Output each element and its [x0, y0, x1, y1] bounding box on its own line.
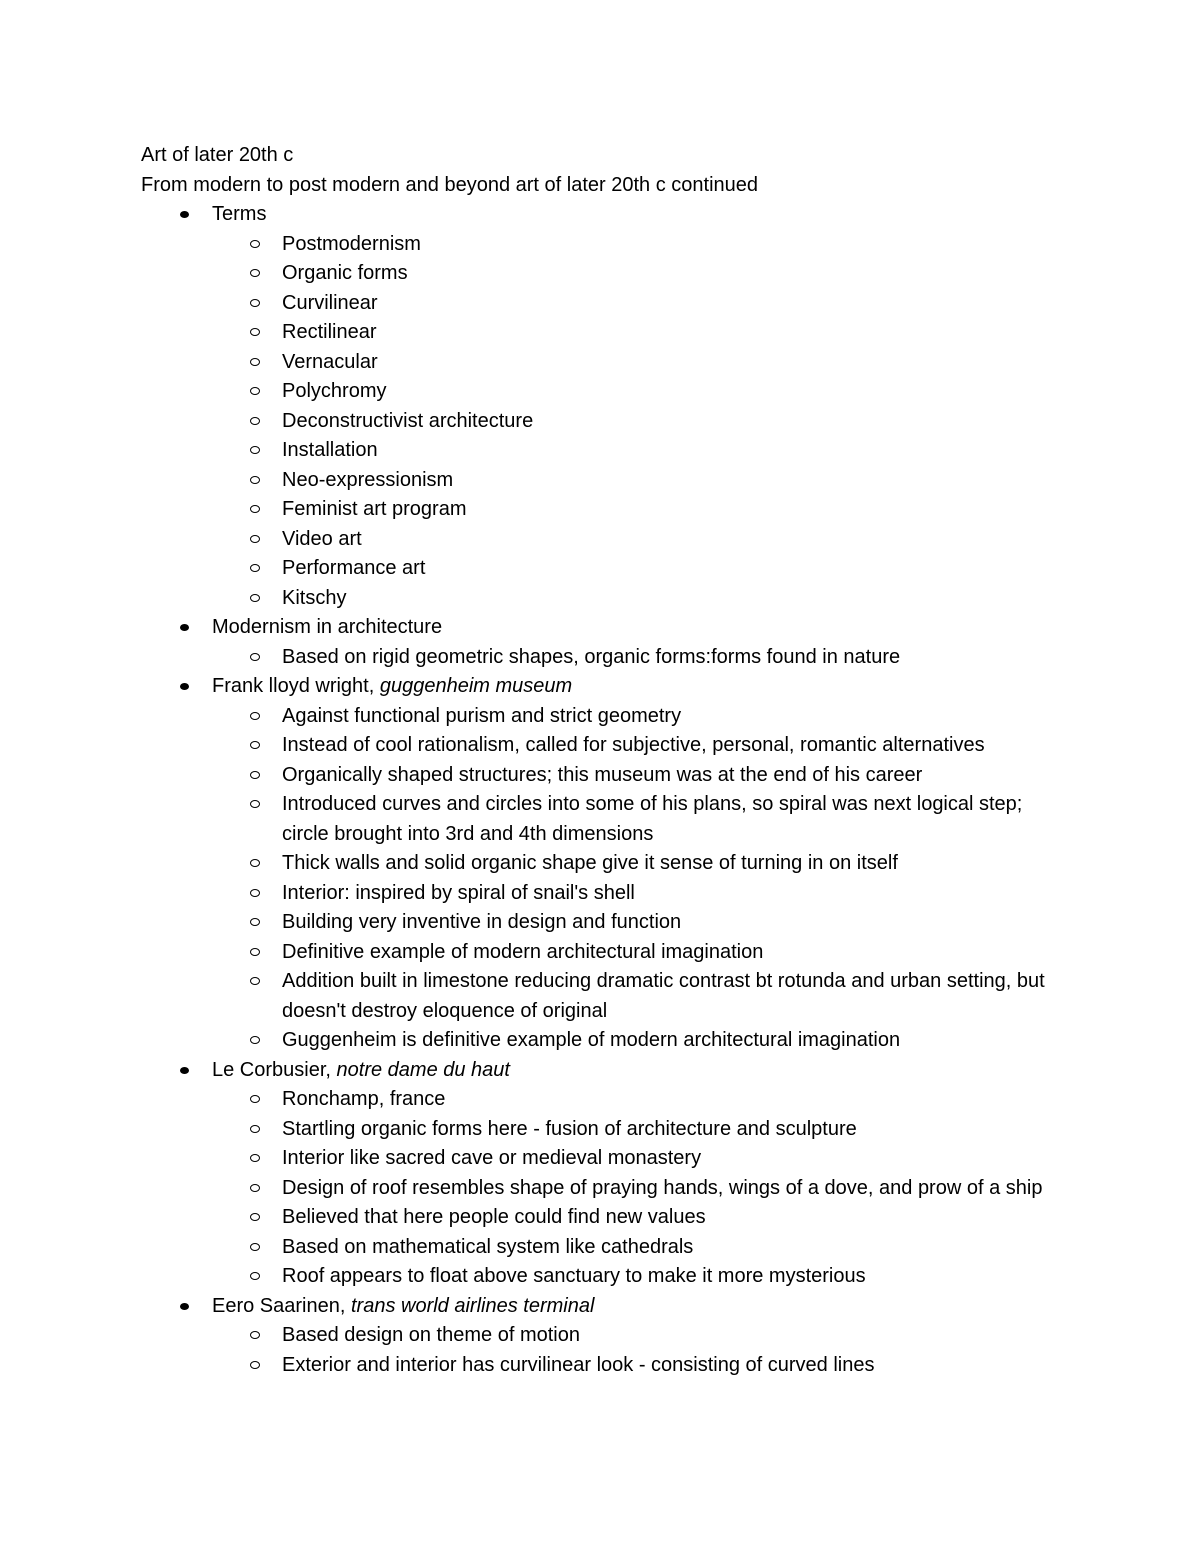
list-item — [141, 1174, 1081, 1204]
list-item-text: Deconstructivist architecture — [282, 409, 534, 432]
section-label: Terms — [212, 203, 267, 225]
list-item-text: Introduced curves and circles into some of his plans, so spiral was next logical step; circle brought into 3rd and 4th dimensions — [282, 793, 1023, 845]
list-item — [141, 938, 1081, 968]
list-item — [141, 584, 1081, 614]
hollow-bullet-icon — [250, 771, 260, 779]
filled-bullet-icon — [180, 211, 189, 218]
list-item-text: Startling organic forms here - fusion of architecture and sculpture — [282, 1117, 857, 1140]
outline-section — [141, 672, 1081, 1056]
list-item — [141, 436, 1081, 466]
hollow-bullet-icon — [250, 800, 260, 808]
list-item — [141, 230, 1081, 260]
list-item-text: Thick walls and solid organic shape give it sense of turning in on itself — [282, 852, 898, 874]
hollow-bullet-icon — [250, 240, 260, 248]
section-label: Le Corbusier, — [212, 1058, 337, 1081]
outline-section — [141, 613, 1081, 672]
list-item — [141, 259, 1081, 289]
hollow-bullet-icon — [250, 859, 260, 867]
hollow-bullet-icon — [250, 1125, 260, 1133]
list-item-text: Based design on theme of motion — [282, 1324, 580, 1346]
list-item — [141, 967, 1081, 1026]
hollow-bullet-icon — [250, 387, 260, 395]
list-item — [141, 407, 1081, 437]
list-item-text: Postmodernism — [282, 232, 421, 255]
hollow-bullet-icon — [250, 269, 260, 277]
list-item-text: Polychromy — [282, 380, 387, 402]
list-item — [141, 849, 1081, 879]
hollow-bullet-icon — [250, 653, 260, 661]
list-item-text: Interior like sacred cave or medieval monastery — [282, 1147, 702, 1169]
list-item — [141, 1144, 1081, 1174]
hollow-bullet-icon — [250, 564, 260, 572]
hollow-bullet-icon — [250, 1243, 260, 1251]
list-item-text: Curvilinear — [282, 291, 378, 314]
hollow-bullet-icon — [250, 1331, 260, 1339]
list-item — [141, 1351, 1081, 1381]
list-item — [141, 525, 1081, 555]
list-item — [141, 1026, 1081, 1056]
list-item-text: Feminist art program — [282, 498, 467, 520]
hollow-bullet-icon — [250, 476, 260, 484]
list-item — [141, 761, 1081, 791]
list-item — [141, 1233, 1081, 1263]
section-sublist — [212, 230, 1081, 614]
list-item — [141, 908, 1081, 938]
section-label: Frank lloyd wright, — [212, 675, 380, 697]
filled-bullet-icon — [180, 1303, 189, 1310]
hollow-bullet-icon — [250, 1036, 260, 1044]
list-item-text: Vernacular — [282, 350, 378, 373]
list-item — [141, 466, 1081, 496]
list-item — [141, 731, 1081, 761]
list-item — [141, 289, 1081, 319]
section-sublist — [212, 1321, 1081, 1380]
list-item-text: Kitschy — [282, 586, 347, 609]
list-item-text: Video art — [282, 527, 362, 550]
hollow-bullet-icon — [250, 535, 260, 543]
list-item — [141, 1085, 1081, 1115]
list-item-text: Instead of cool rationalism, called for subjective, personal, romantic alternatives — [282, 734, 985, 756]
list-item-text: Roof appears to float above sanctuary to make it more mysterious — [282, 1265, 866, 1287]
list-item — [141, 1115, 1081, 1145]
document-subtitle: From modern to post modern and beyond art of later 20th c continued — [141, 173, 759, 196]
section-label: Eero Saarinen, — [212, 1294, 351, 1317]
hollow-bullet-icon — [250, 328, 260, 336]
hollow-bullet-icon — [250, 889, 260, 897]
hollow-bullet-icon — [250, 1095, 260, 1103]
hollow-bullet-icon — [250, 948, 260, 956]
hollow-bullet-icon — [250, 741, 260, 749]
list-item-text: Performance art — [282, 557, 426, 579]
outline-section — [141, 200, 1081, 613]
list-item — [141, 702, 1081, 732]
list-item-text: Rectilinear — [282, 321, 377, 343]
list-item-text: Exterior and interior has curvilinear look - consisting of curved lines — [282, 1353, 875, 1376]
hollow-bullet-icon — [250, 358, 260, 366]
list-item — [141, 643, 1081, 673]
outline-list — [141, 200, 1081, 1380]
list-item-text: Based on mathematical system like cathedrals — [282, 1235, 694, 1258]
filled-bullet-icon — [180, 624, 189, 631]
filled-bullet-icon — [180, 683, 189, 690]
outline-section — [141, 1292, 1081, 1381]
document-page — [141, 141, 1081, 1380]
hollow-bullet-icon — [250, 1272, 260, 1280]
section-sublist — [212, 643, 1081, 673]
section-sublist — [212, 1085, 1081, 1292]
hollow-bullet-icon — [250, 918, 260, 926]
list-item — [141, 318, 1081, 348]
list-item-text: Installation — [282, 439, 378, 461]
section-label: Modernism in architecture — [212, 616, 443, 638]
list-item-text: Building very inventive in design and function — [282, 911, 682, 933]
hollow-bullet-icon — [250, 594, 260, 602]
list-item-text: Against functional purism and strict geometry — [282, 704, 682, 727]
list-item — [141, 554, 1081, 584]
list-item — [141, 790, 1081, 849]
hollow-bullet-icon — [250, 712, 260, 720]
list-item-text: Interior: inspired by spiral of snail's shell — [282, 881, 635, 904]
hollow-bullet-icon — [250, 1361, 260, 1369]
list-item-text: Definitive example of modern architectural imagination — [282, 940, 764, 963]
list-item-text: Design of roof resembles shape of praying hands, wings of a dove, and prow of a ship — [282, 1176, 1043, 1199]
list-item-text: Organic forms — [282, 262, 408, 284]
list-item-text: Believed that here people could find new values — [282, 1206, 706, 1228]
section-work-title: trans world airlines terminal — [350, 1294, 595, 1317]
hollow-bullet-icon — [250, 417, 260, 425]
section-work-title: notre dame du haut — [336, 1058, 510, 1081]
hollow-bullet-icon — [250, 977, 260, 985]
hollow-bullet-icon — [250, 505, 260, 513]
list-item-text: Organically shaped structures; this museum was at the end of his career — [282, 763, 923, 786]
list-item — [141, 377, 1081, 407]
section-sublist — [212, 702, 1081, 1056]
list-item — [141, 495, 1081, 525]
section-work-title: guggenheim museum — [379, 675, 573, 697]
list-item-text: Ronchamp, france — [282, 1088, 446, 1110]
filled-bullet-icon — [180, 1067, 189, 1074]
hollow-bullet-icon — [250, 299, 260, 307]
list-item-text: Neo-expressionism — [282, 468, 454, 491]
list-item — [141, 1262, 1081, 1292]
hollow-bullet-icon — [250, 446, 260, 454]
hollow-bullet-icon — [250, 1213, 260, 1221]
list-item-text: Addition built in limestone reducing dramatic contrast bt rotunda and urban setting, but doesn't destroy eloquence of original — [282, 970, 1045, 1022]
list-item-text: Guggenheim is definitive example of modern architectural imagination — [282, 1029, 901, 1051]
list-item-text: Based on rigid geometric shapes, organic forms:forms found in nature — [282, 645, 901, 668]
hollow-bullet-icon — [250, 1184, 260, 1192]
list-item — [141, 348, 1081, 378]
list-item — [141, 879, 1081, 909]
list-item — [141, 1321, 1081, 1351]
list-item — [141, 1203, 1081, 1233]
document-title: Art of later 20th c — [141, 144, 294, 166]
outline-section — [141, 1056, 1081, 1292]
hollow-bullet-icon — [250, 1154, 260, 1162]
